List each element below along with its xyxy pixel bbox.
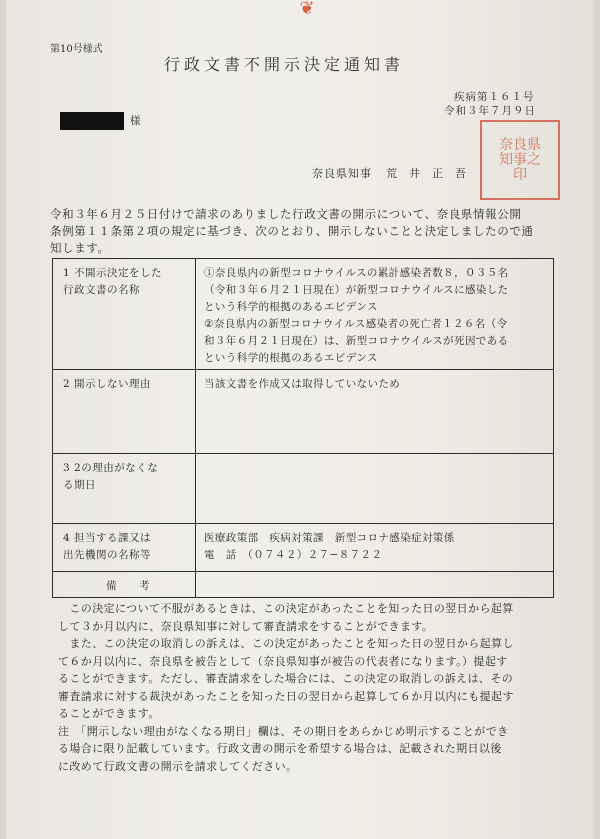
decision-table bbox=[52, 258, 554, 598]
document-page bbox=[6, 0, 594, 839]
row-value-expiry-date bbox=[196, 454, 554, 524]
issuer bbox=[312, 165, 478, 181]
appeal-notes: この決定について不服があるときは、この決定があったことを知った日の翌日から起算 して３か月以内に、奈良県知事に対して審査請求をすることができます。 また、この決定の取消しの訴えは、この決定があったことを知った日の翌日から起算し て６か月以内に、奈良県を被告として（奈良県知事が被告の代表者になります。）提起す ることができます。ただし、審査請求をした場合には、この決定の取消しの訴えは、その 審査請求に対する裁決があったことを知った日の翌日から起算して６か月以内にも提起す ることができます。 注 「開示しない理由がなくなる期日」欄は、その期日をあらかじめ明示することができ る場合に限り記載しています。行政文書の開示を希望する場合は、記載された期日以後 に改めて行政文書の開示を請求してください。 bbox=[58, 602, 514, 773]
row-label-department: 4 担当する課又は 出先機関の名称等 bbox=[53, 524, 196, 572]
official-seal bbox=[480, 120, 560, 200]
row-label-reason: 2 開示しない理由 bbox=[53, 370, 196, 454]
issuer-name: 荒井正吾 bbox=[386, 167, 478, 180]
document-title: 行政文書不開示決定通知書 bbox=[164, 55, 405, 74]
table-row bbox=[53, 524, 554, 572]
letterhead-emblem: ❦ bbox=[299, 0, 315, 19]
table-row bbox=[53, 454, 554, 524]
row-value-remarks bbox=[196, 572, 554, 598]
table-row bbox=[53, 572, 554, 598]
document-date: 令和３年７月９日 bbox=[444, 105, 536, 117]
row-label-expiry-date: 3 2の理由がなくな る期日 bbox=[53, 454, 196, 524]
table-row bbox=[53, 259, 554, 370]
row-value-document-name: ①奈良県内の新型コロナウイルスの累計感染者数８，０３５名 （令和３年６月２１日現在）が新型コロナウイルスに感染した という科学的根拠のあるエビデンス ②奈良県内の新型コロナウイルス感染者の死亡者１２６名（令 和３年６月２１日現在）は、新型コロナウイルスが死因である という科学的根拠のあるエビデンス bbox=[196, 259, 554, 370]
row-value-reason: 当該文書を作成又は取得していないため bbox=[196, 370, 554, 454]
seal-text: 奈良県知事之印 bbox=[499, 136, 541, 183]
notice-paragraph: 令和３年６月２５日付けで請求のありました行政文書の開示について、奈良県情報公開 条例第１１条第２項の規定に基づき、次のとおり、開示しないことと決定しましたので通 知します。 bbox=[50, 207, 534, 255]
redacted-addressee bbox=[60, 112, 124, 130]
row-label-document-name: 1 不開示決定をした 行政文書の名称 bbox=[53, 259, 196, 370]
issuer-title: 奈良県知事 bbox=[312, 167, 372, 180]
row-label-remarks: 備 考 bbox=[53, 572, 196, 598]
form-number: 第10号様式 bbox=[50, 44, 103, 55]
row-value-department: 医療政策部 疾病対策課 新型コロナ感染症対策係 電 話 （０７４２）２７−８７２２ bbox=[196, 524, 554, 572]
table-row bbox=[53, 370, 554, 454]
addressee-suffix: 様 bbox=[130, 115, 141, 127]
document-number: 疾病第１６１号 bbox=[454, 91, 535, 103]
